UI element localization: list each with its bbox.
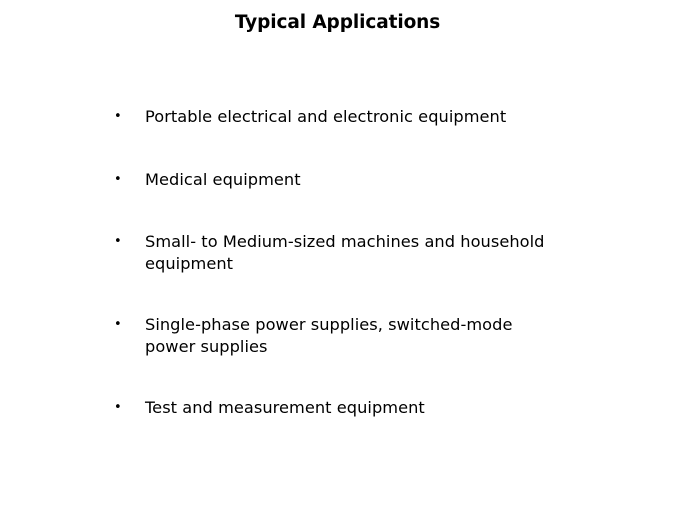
bullet-item xyxy=(114,169,554,191)
bullet-icon: • xyxy=(114,400,122,415)
bullet-icon: • xyxy=(114,234,122,249)
bullet-icon: • xyxy=(114,172,122,187)
bullet-item xyxy=(114,397,554,419)
bullet-item xyxy=(114,231,554,274)
bullet-text: Single-phase power supplies, switched-mode power supplies xyxy=(145,315,513,356)
bullet-text: Test and measurement equipment xyxy=(145,398,425,417)
slide-title: Typical Applications xyxy=(234,12,441,33)
bullet-icon: • xyxy=(114,317,122,332)
bullet-text: Portable electrical and electronic equipment xyxy=(145,107,507,126)
bullet-icon: • xyxy=(114,109,122,124)
bullet-item xyxy=(114,106,554,128)
bullet-text: Medical equipment xyxy=(145,170,301,189)
bullet-item xyxy=(114,314,554,357)
bullet-text: Small- to Medium-sized machines and household equipment xyxy=(145,232,545,273)
